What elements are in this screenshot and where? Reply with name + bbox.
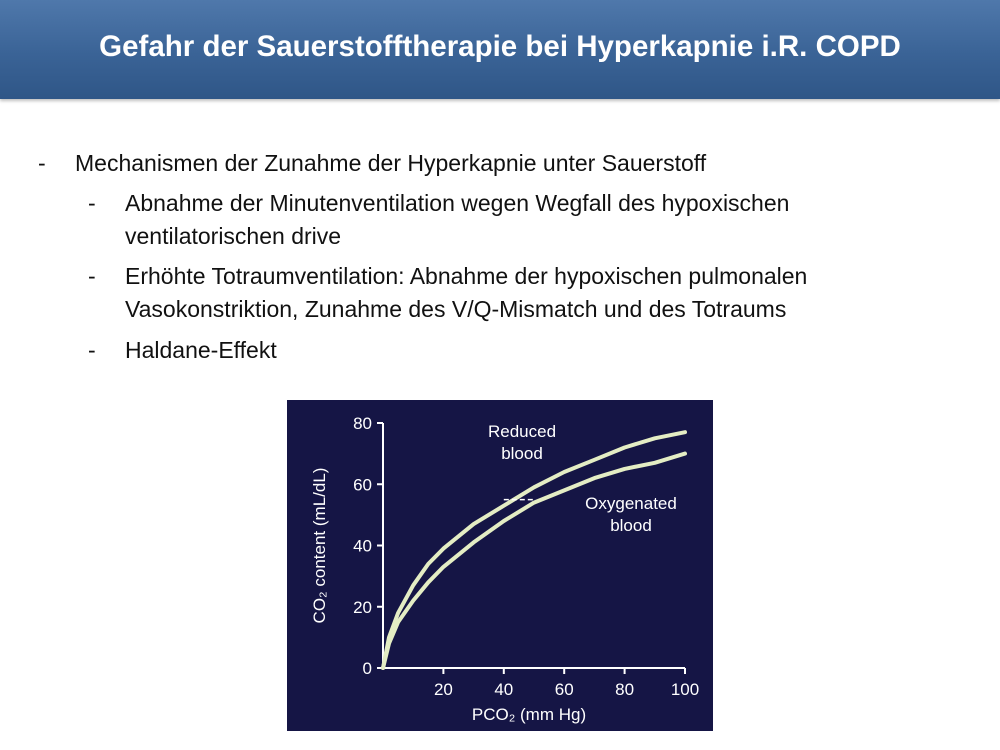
sub-bullet-2-line-1: Erhöhte Totraumventilation: Abnahme der hypoxischen pulmonalen (125, 263, 808, 289)
reduced-blood-label: blood (501, 444, 543, 463)
slide-title: Gefahr der Sauerstofftherapie bei Hyperkapnie i.R. COPD (99, 30, 901, 63)
x-tick-label: 20 (433, 680, 453, 699)
y-axis-label: CO₂ content (mL/dL) (310, 467, 329, 624)
bullet-main-text: Mechanismen der Zunahme der Hyperkapnie unter Sauerstoff (75, 150, 707, 176)
bullet-marker: - (38, 150, 46, 176)
x-tick-label: 80 (615, 680, 635, 699)
x-tick-label: 100 (670, 680, 700, 699)
x-tick-label: 60 (554, 680, 574, 699)
y-tick-label: 40 (353, 536, 372, 556)
x-tick-label: 40 (494, 680, 514, 699)
sub-bullet-marker: - (88, 190, 96, 216)
oxygenated-blood-label: Oxygenated (585, 494, 677, 513)
sub-bullet-marker: - (88, 263, 96, 289)
chart-svg (287, 400, 713, 731)
sub-bullet-3-line-1: Haldane-Effekt (125, 337, 277, 363)
y-tick-label: 80 (353, 414, 372, 433)
reduced-blood-label: Reduced (487, 422, 557, 441)
y-tick-label: 60 (353, 475, 372, 495)
sub-bullet-2-line-2: Vasokonstriktion, Zunahme des V/Q-Mismatch und des Totraums (125, 296, 787, 322)
sub-bullet-marker: - (88, 337, 96, 363)
y-tick-label: 20 (353, 597, 372, 617)
y-tick-label: 0 (362, 659, 372, 678)
oxygenated-blood-label: blood (610, 516, 652, 535)
sub-bullet-1-line-2: ventilatorischen drive (125, 223, 342, 249)
co2-dissociation-chart (287, 400, 713, 731)
sub-bullet-1-line-1: Abnahme der Minutenventilation wegen Wegfall des hypoxischen (125, 190, 790, 216)
x-axis-label: PCO₂ (mm Hg) (471, 705, 587, 724)
